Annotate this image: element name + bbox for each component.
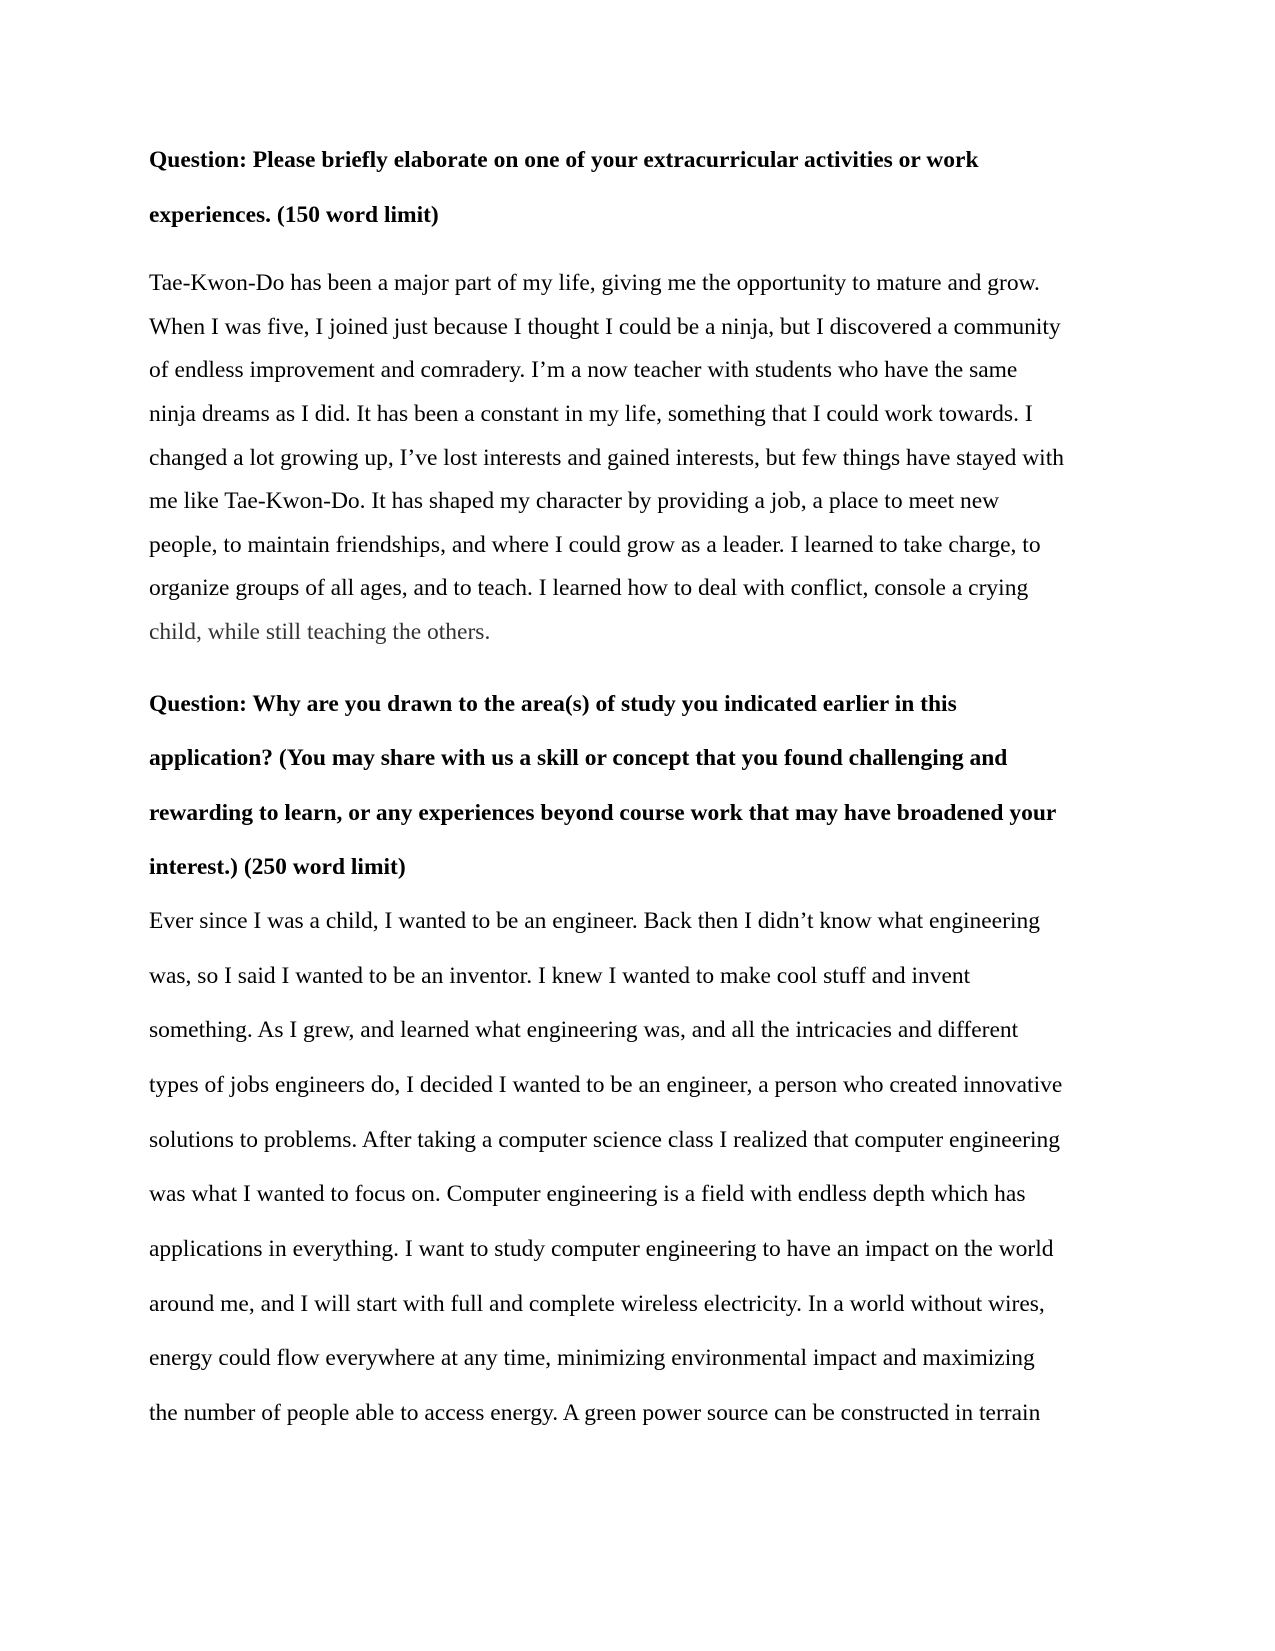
question-2-line-2: application? (You may share with us a skill or concept that you found challenging and (149, 745, 1008, 771)
question-2-line-4: interest.) (250 word limit) (149, 854, 406, 880)
question-1-line-2: experiences. (150 word limit) (149, 202, 439, 228)
answer-2-line-2: was, so I said I wanted to be an inventor. I knew I wanted to make cool stuff and invent (149, 963, 971, 989)
question-2-line-3: rewarding to learn, or any experiences beyond course work that may have broadened your (149, 800, 1057, 826)
answer-2-line-6: was what I wanted to focus on. Computer engineering is a field with endless depth which has (149, 1181, 1026, 1207)
answer-1-line-9: child, while still teaching the others. (149, 619, 491, 645)
answer-2-line-4: types of jobs engineers do, I decided I wanted to be an engineer, a person who created innovative (149, 1072, 1063, 1098)
answer-2-line-7: applications in everything. I want to study computer engineering to have an impact on the world (149, 1236, 1054, 1262)
question-1-line-1: Question: Please briefly elaborate on one of your extracurricular activities or work (149, 147, 979, 173)
answer-1-line-6: me like Tae-Kwon-Do. It has shaped my character by providing a job, a place to meet new (149, 488, 1000, 514)
question-2-line-1: Question: Why are you drawn to the area(s) of study you indicated earlier in this (149, 691, 957, 717)
answer-1-line-5: changed a lot growing up, I’ve lost interests and gained interests, but few things have stayed with (149, 445, 1064, 471)
answer-2-line-3: something. As I grew, and learned what engineering was, and all the intricacies and different (149, 1017, 1019, 1043)
answer-1-line-2: When I was five, I joined just because I thought I could be a ninja, but I discovered a community (149, 314, 1061, 340)
answer-1-line-3: of endless improvement and comradery. I’m a now teacher with students who have the same (149, 357, 1018, 383)
answer-2-line-1: Ever since I was a child, I wanted to be an engineer. Back then I didn’t know what engineering (149, 908, 1040, 934)
answer-1-line-1: Tae-Kwon-Do has been a major part of my life, giving me the opportunity to mature and grow. (149, 270, 1040, 296)
answer-2-line-9: energy could flow everywhere at any time, minimizing environmental impact and maximizing (149, 1345, 1035, 1371)
answer-2-line-10: the number of people able to access energy. A green power source can be constructed in terrain (149, 1400, 1041, 1426)
answer-2-line-8: around me, and I will start with full and complete wireless electricity. In a world without wires, (149, 1291, 1045, 1317)
answer-1-line-7: people, to maintain friendships, and where I could grow as a leader. I learned to take charge, to (149, 532, 1041, 558)
answer-1-line-8: organize groups of all ages, and to teach. I learned how to deal with conflict, console a crying (149, 575, 1029, 601)
answer-2-line-5: solutions to problems. After taking a computer science class I realized that computer engineering (149, 1127, 1060, 1153)
answer-1-line-4: ninja dreams as I did. It has been a constant in my life, something that I could work towards. I (149, 401, 1033, 427)
